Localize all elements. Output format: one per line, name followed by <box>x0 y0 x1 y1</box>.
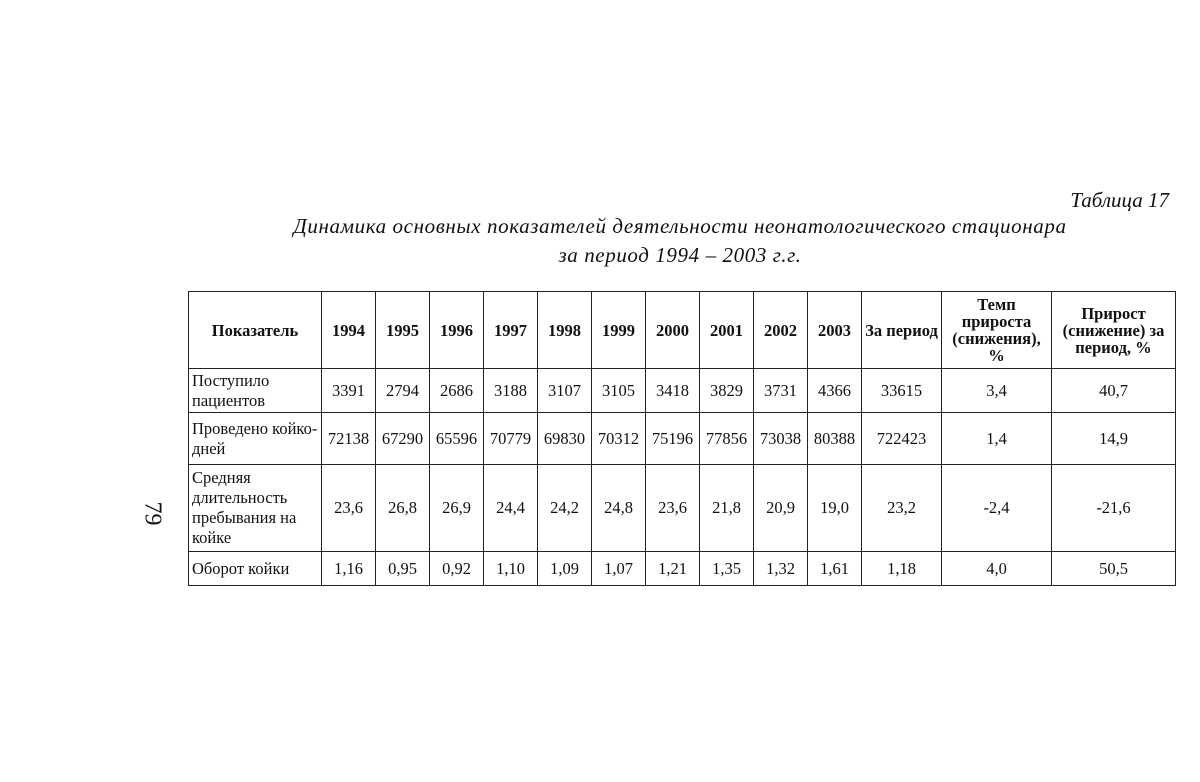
table-cell: 3829 <box>700 369 754 413</box>
table-cell: 23,6 <box>322 465 376 552</box>
table-title-line-2: за период 1994 – 2003 г.г. <box>558 243 802 267</box>
table-cell: 24,8 <box>592 465 646 552</box>
header-year: 1998 <box>538 292 592 369</box>
header-period-growth: Прирост (снижение) за период, % <box>1052 292 1176 369</box>
table-cell: 4,0 <box>942 552 1052 586</box>
table-cell: 1,61 <box>808 552 862 586</box>
table-cell: 67290 <box>376 413 430 465</box>
table-header-row <box>189 292 1176 369</box>
table-cell: 33615 <box>862 369 942 413</box>
header-year: 1995 <box>376 292 430 369</box>
table-cell: 24,2 <box>538 465 592 552</box>
table-cell: 23,2 <box>862 465 942 552</box>
header-total-period: За период <box>862 292 942 369</box>
table-row <box>189 413 1176 465</box>
table-cell: 0,92 <box>430 552 484 586</box>
table-cell: 72138 <box>322 413 376 465</box>
indicators-table <box>188 291 1176 586</box>
table-cell: 70779 <box>484 413 538 465</box>
table-cell: 3105 <box>592 369 646 413</box>
table-cell: 24,4 <box>484 465 538 552</box>
table-cell: 19,0 <box>808 465 862 552</box>
table-row <box>189 369 1176 413</box>
table-cell: -2,4 <box>942 465 1052 552</box>
table-cell: 75196 <box>646 413 700 465</box>
table-cell: 14,9 <box>1052 413 1176 465</box>
header-year: 2001 <box>700 292 754 369</box>
page-number: 79 <box>139 501 166 526</box>
row-indicator-label: Проведено койко-дней <box>189 413 322 465</box>
table-cell: 23,6 <box>646 465 700 552</box>
header-year: 2003 <box>808 292 862 369</box>
header-year: 1997 <box>484 292 538 369</box>
table-cell: 50,5 <box>1052 552 1176 586</box>
header-year: 1994 <box>322 292 376 369</box>
table-cell: 3,4 <box>942 369 1052 413</box>
table-cell: -21,6 <box>1052 465 1176 552</box>
table-cell: 73038 <box>754 413 808 465</box>
table-cell: 1,09 <box>538 552 592 586</box>
table-cell: 65596 <box>430 413 484 465</box>
row-indicator-label: Оборот койки <box>189 552 322 586</box>
table-cell: 40,7 <box>1052 369 1176 413</box>
table-cell: 1,4 <box>942 413 1052 465</box>
table-cell: 26,8 <box>376 465 430 552</box>
table-row <box>189 465 1176 552</box>
table-cell: 1,10 <box>484 552 538 586</box>
header-indicator: Показатель <box>189 292 322 369</box>
table-cell: 1,16 <box>322 552 376 586</box>
table-cell: 3107 <box>538 369 592 413</box>
table-cell: 77856 <box>700 413 754 465</box>
row-indicator-label: Средняя длительность пребывания на койке <box>189 465 322 552</box>
table-cell: 2794 <box>376 369 430 413</box>
table-cell: 20,9 <box>754 465 808 552</box>
table-cell: 0,95 <box>376 552 430 586</box>
table-title <box>180 212 1180 270</box>
table-cell: 1,35 <box>700 552 754 586</box>
header-year: 1999 <box>592 292 646 369</box>
table-cell: 69830 <box>538 413 592 465</box>
row-indicator-label: Поступило пациентов <box>189 369 322 413</box>
table-cell: 3418 <box>646 369 700 413</box>
table-cell: 1,21 <box>646 552 700 586</box>
table-title-line-1: Динамика основных показателей деятельности неонатологического стационара <box>293 214 1067 238</box>
table-cell: 70312 <box>592 413 646 465</box>
header-growth-rate: Темп прироста (снижения), % <box>942 292 1052 369</box>
table-cell: 4366 <box>808 369 862 413</box>
header-year: 2002 <box>754 292 808 369</box>
table-cell: 3731 <box>754 369 808 413</box>
table-number-label: Таблица 17 <box>1070 188 1169 212</box>
table-row <box>189 552 1176 586</box>
table-cell: 1,07 <box>592 552 646 586</box>
header-year: 1996 <box>430 292 484 369</box>
table-cell: 3391 <box>322 369 376 413</box>
table-cell: 1,32 <box>754 552 808 586</box>
header-year: 2000 <box>646 292 700 369</box>
table-cell: 80388 <box>808 413 862 465</box>
table-cell: 3188 <box>484 369 538 413</box>
table-cell: 1,18 <box>862 552 942 586</box>
table-cell: 722423 <box>862 413 942 465</box>
table-cell: 2686 <box>430 369 484 413</box>
table-cell: 26,9 <box>430 465 484 552</box>
table-cell: 21,8 <box>700 465 754 552</box>
